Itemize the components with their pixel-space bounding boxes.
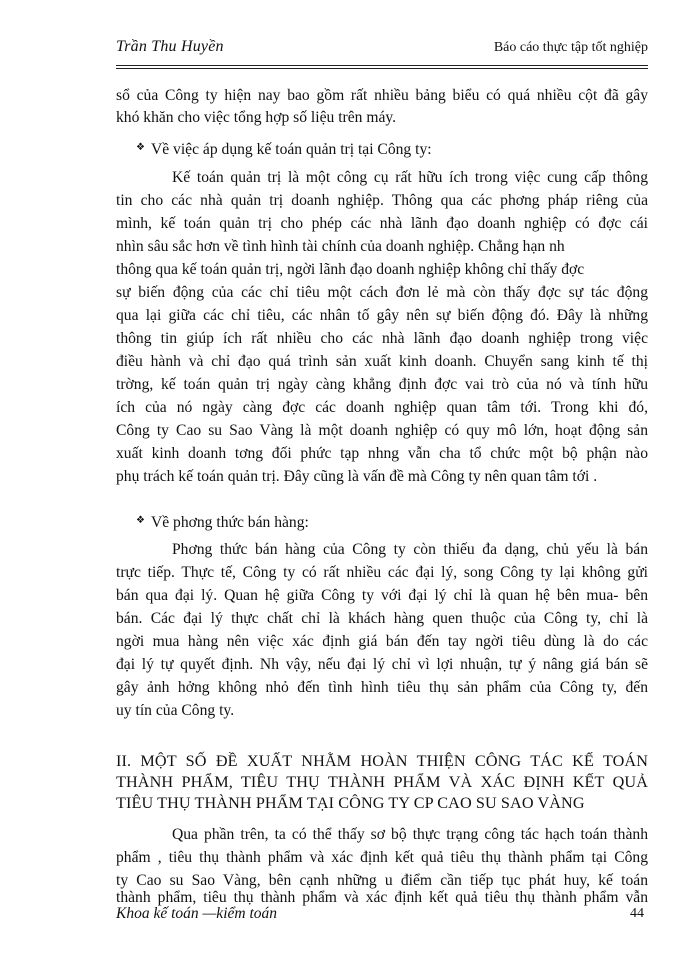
- section-heading-line: TIÊU THỤ THÀNH PHẨM TẠI CÔNG TY CP CAO SU SAO VÀNG: [116, 794, 585, 812]
- body-line: Kế toán quản trị là một công cụ rất hữu ích trong việc cung cấp thông: [172, 169, 648, 186]
- body-line: Phơng thức bán hàng của Công ty còn thiếu đa dạng, chủ yếu là bán: [172, 541, 648, 558]
- body-line: ích của nó ngày càng đợc các doanh nghiệp quan tâm tới. Trong khi đó,: [116, 399, 648, 416]
- bullet-text: Về việc áp dụng kế toán quản trị tại Công ty:: [150, 141, 432, 158]
- body-line: thành phẩm, tiêu thụ thành phẩm và xác định kết quả tiêu thụ thành phẩm vẫn: [116, 889, 648, 906]
- body-line: uy tín của Công ty.: [116, 702, 235, 719]
- body-line: bán. Các đại lý thực chất chỉ là khách hàng quen thuộc của Công ty, chỉ là: [116, 610, 648, 627]
- body-line: ngời mua hàng nên việc xác định giá bán đến tay ngời tiêu dùng là do các: [116, 633, 648, 650]
- body-line: mình, kế toán quản trị cho phép các nhà lãnh đạo doanh nghiệp có đợc cái: [116, 215, 648, 232]
- body-line: Công ty Cao su Sao Vàng là một doanh nghiệp có quy mô lớn, hoạt động sản: [116, 422, 648, 439]
- body-line: bán qua đại lý. Quan hệ giữa Công ty với đại lý chỉ là quan hệ bên mua- bên: [116, 587, 648, 604]
- page-header: [116, 38, 648, 68]
- body-line: sổ của Công ty hiện nay bao gồm rất nhiều bảng biểu có quá nhiều cột đã gây: [116, 87, 648, 104]
- body-line: tin cho các nhà quản trị doanh nghiệp. Thông qua các phơng pháp riêng của: [116, 192, 648, 209]
- section-heading-line: THÀNH PHẨM, TIÊU THỤ THÀNH PHẨM VÀ XÁC ĐỊNH KẾT QUẢ: [116, 773, 648, 791]
- body-line: qua lại giữa các chỉ tiêu, các nhân tố gây nên sự biến động đó. Đây là những: [116, 307, 648, 324]
- body-line: trực tiếp. Thực tế, Công ty có rất nhiều các đại lý, song Công ty lại không gửi: [116, 564, 648, 581]
- body-line: trờng, kế toán quản trị ngày càng khẳng định đợc vai trò của nó và tính hữu: [116, 376, 648, 393]
- body-line: xuất kinh doanh tơng đối phức tạp nhng vẫn cha tổ chức một bộ phận nào: [116, 445, 648, 462]
- body-line: thông qua kế toán quản trị, ngời lãnh đạo doanh nghiệp không chỉ thấy đợc: [116, 261, 585, 278]
- body-line: thông tin giúp ích rất nhiều cho các nhà lãnh đạo doanh nghiệp trong việc: [116, 330, 648, 347]
- body-line: Qua phần trên, ta có thể thấy sơ bộ thực trạng công tác hạch toán thành: [172, 826, 648, 843]
- diamond-bullet-icon: ❖: [136, 142, 145, 153]
- header-double-rule: [116, 65, 648, 69]
- diamond-bullet-icon: ❖: [136, 515, 145, 526]
- header-author: Trần Thu Huyền: [116, 38, 224, 55]
- bullet-sales-method: [136, 511, 309, 533]
- body-line: ty Cao su Sao Vàng, bên cạnh những u điểm cần tiếp tục phát huy, kế toán: [116, 872, 648, 889]
- body-line: điều hành và chỉ đạo quá trình sản xuất kinh doanh. Chuyển sang kinh tế thị: [116, 353, 648, 370]
- body-line: nhìn sâu sắc hơn về tình hình tài chính của doanh nghiệp. Chẳng hạn nh: [116, 238, 565, 255]
- bullet-management-accounting: [136, 138, 432, 160]
- page-number: 44: [630, 906, 644, 921]
- section-heading-line: II. MỘT SỐ ĐỀ XUẤT NHẰM HOÀN THIỆN CÔNG TÁC KẾ TOÁN: [116, 752, 648, 770]
- header-report-title: Báo cáo thực tập tốt nghiệp: [493, 40, 648, 55]
- body-line: khó khăn cho việc tổng hợp số liệu trên máy.: [116, 109, 397, 126]
- body-line: đại lý tự quyết định. Nh vậy, nếu đại lý chỉ vì lợi nhuận, tự ý nâng giá bán sẽ: [116, 656, 648, 673]
- footer-faculty: Khoa kế toán —kiểm toán: [116, 905, 278, 922]
- body-line: phẩm , tiêu thụ thành phẩm và xác định kết quả tiêu thụ thành phẩm tại Công: [116, 849, 648, 866]
- body-line: sự biến động của các chỉ tiêu một cách đơn lẻ mà còn thấy đợc sự tác động: [116, 284, 648, 301]
- body-line: gây ảnh hởng không nhỏ đến tình hình tiêu thụ sản phẩm của Công ty, đến: [116, 679, 648, 696]
- body-line: phụ trách kế toán quản trị. Đây cũng là vấn đề mà Công ty nên quan tâm tới .: [116, 468, 598, 485]
- bullet-text: Về phơng thức bán hàng:: [150, 514, 309, 531]
